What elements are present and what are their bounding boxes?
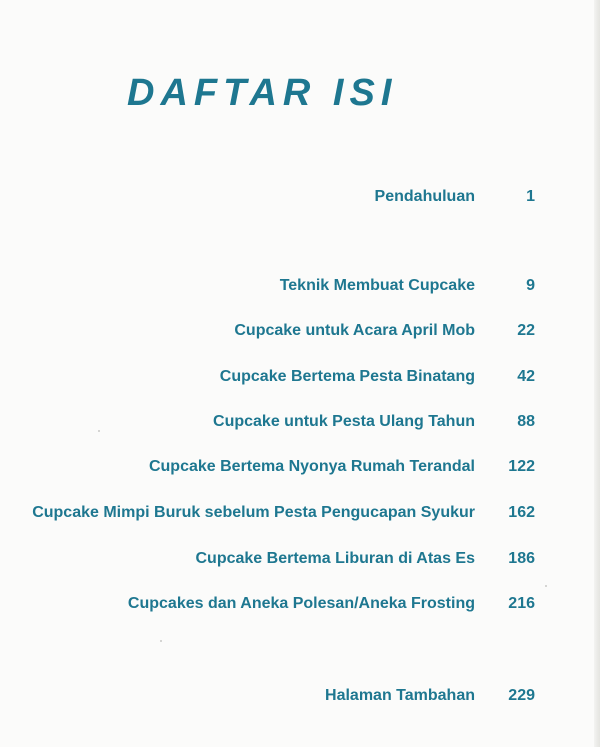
- toc-item-page: 88: [517, 413, 535, 430]
- toc-item-page: 42: [517, 368, 535, 385]
- toc-item-label: Halaman Tambahan: [325, 687, 475, 704]
- toc-item-pendahuluan[interactable]: [0, 185, 600, 209]
- toc-item-label: Cupcake untuk Pesta Ulang Tahun: [213, 413, 475, 430]
- paper-speck: [545, 585, 547, 587]
- toc-item-label: Cupcake Bertema Pesta Binatang: [219, 368, 475, 385]
- toc-item-page: 122: [508, 458, 535, 475]
- toc-item-mimpi-buruk[interactable]: [0, 501, 600, 525]
- page-title: DAFTAR ISI: [127, 72, 398, 114]
- toc-item-liburan-es[interactable]: [0, 547, 600, 571]
- toc-item-label: Cupcakes dan Aneka Polesan/Aneka Frosting: [127, 595, 475, 612]
- toc-item-page: 229: [508, 687, 535, 704]
- toc-item-page: 216: [508, 595, 535, 612]
- toc-item-halaman-tambahan[interactable]: [0, 684, 600, 708]
- toc-item-pesta-binatang[interactable]: [0, 365, 600, 389]
- toc-item-page: 186: [508, 550, 535, 567]
- paper-speck: [98, 430, 100, 432]
- toc-item-page: 162: [508, 504, 535, 521]
- toc-item-label: Cupcake Bertema Liburan di Atas Es: [195, 550, 475, 567]
- toc-item-label: Pendahuluan: [374, 188, 475, 205]
- toc-item-page: 22: [517, 322, 535, 339]
- toc-item-label: Cupcake untuk Acara April Mob: [234, 322, 475, 339]
- toc-item-label: Cupcake Mimpi Buruk sebelum Pesta Pengucapan Syukur: [32, 504, 475, 521]
- toc-item-teknik[interactable]: [0, 274, 600, 298]
- toc-item-page: 9: [526, 277, 535, 294]
- toc-item-label: Teknik Membuat Cupcake: [279, 277, 475, 294]
- toc-item-nyonya-rumah[interactable]: [0, 455, 600, 479]
- toc-item-ulang-tahun[interactable]: [0, 410, 600, 434]
- paper-speck: [160, 640, 162, 642]
- toc-item-label: Cupcake Bertema Nyonya Rumah Terandal: [148, 458, 475, 475]
- toc-item-page: 1: [526, 188, 535, 205]
- toc-item-april-mob[interactable]: [0, 319, 600, 343]
- toc-item-frosting[interactable]: [0, 592, 600, 616]
